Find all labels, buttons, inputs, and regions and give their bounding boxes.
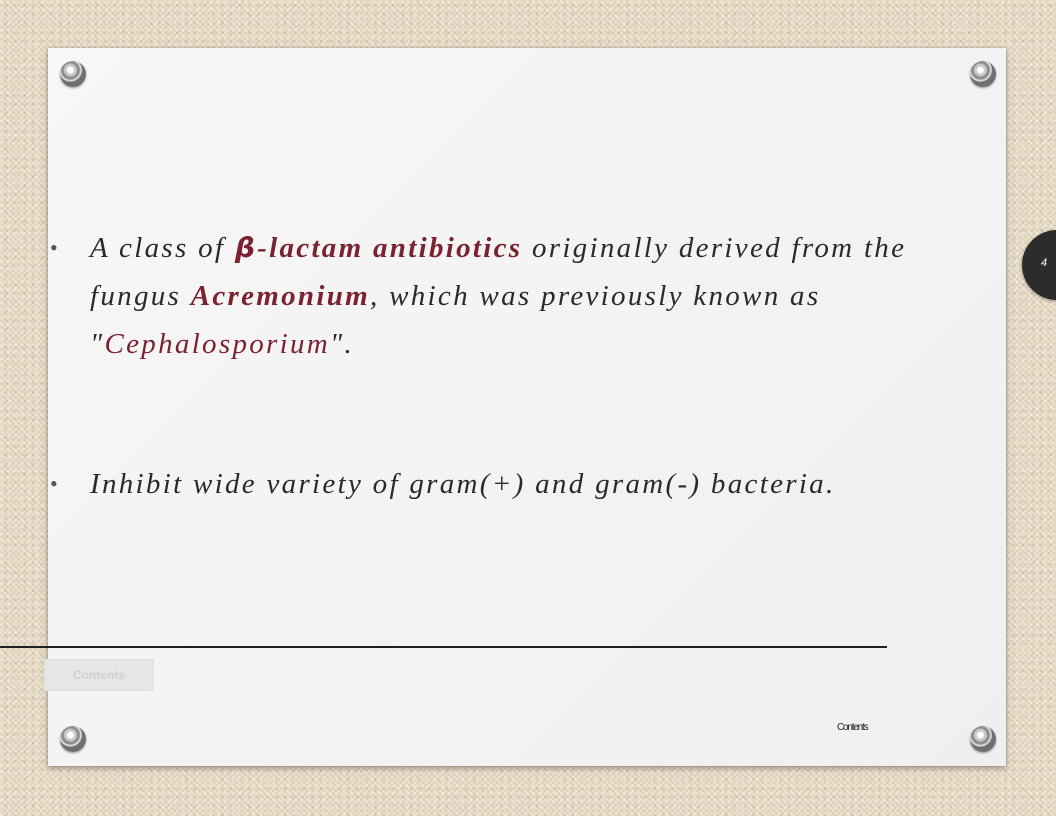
rivet-icon: [60, 61, 86, 87]
term-acremonium: Acremonium: [190, 280, 371, 312]
text-run: ".: [330, 328, 355, 360]
rivet-icon: [970, 726, 996, 752]
bullet-marker: •: [50, 471, 61, 496]
bullet-list: [50, 224, 950, 508]
term-cephalosporium: Cephalosporium: [104, 328, 331, 360]
bullet-marker: •: [50, 235, 61, 260]
rivet-icon: [60, 726, 86, 752]
bullet-text: [90, 232, 906, 360]
bullet-item: [50, 224, 950, 368]
contents-button[interactable]: Contents: [44, 659, 154, 691]
text-run: originally derived from the fungus: [90, 232, 907, 312]
beta-symbol: β: [234, 231, 258, 264]
bullet-text: Inhibit wide variety of gram(+) and gram(-) bacteria.: [90, 468, 836, 500]
contents-link[interactable]: Contents: [837, 722, 868, 733]
text-run: A class of: [90, 232, 235, 264]
footer-divider: [0, 646, 887, 648]
text-run: , which was previously known as ": [90, 280, 821, 360]
rivet-icon: [970, 61, 996, 87]
bullet-item: [50, 460, 950, 508]
page-number: 4: [1040, 257, 1048, 269]
term-lactam-antibiotics: -lactam antibiotics: [257, 232, 523, 264]
